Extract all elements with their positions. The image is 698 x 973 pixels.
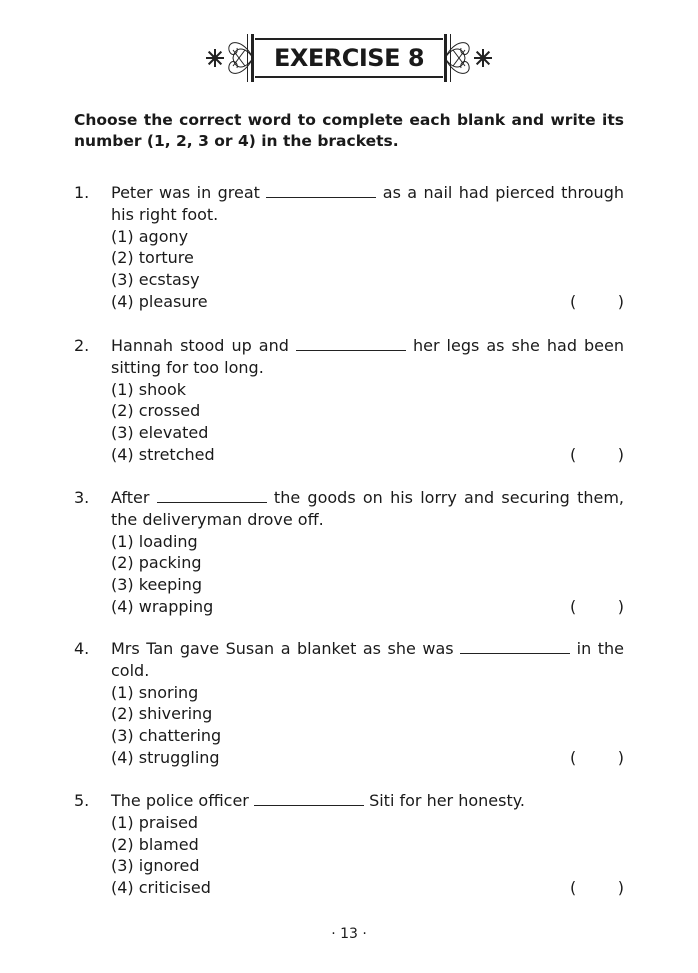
option — [111, 747, 624, 769]
option — [111, 703, 624, 725]
question-5 — [74, 790, 624, 899]
bracket-open: ( — [570, 291, 577, 311]
question-stem — [111, 790, 624, 812]
bracket-open: ( — [570, 878, 577, 898]
page-title: EXERCISE 8 — [273, 44, 425, 72]
bracket-open: ( — [570, 747, 577, 767]
option-label: (2) packing — [111, 553, 202, 573]
question-2 — [74, 335, 624, 466]
answer-brackets[interactable] — [570, 747, 624, 769]
option — [111, 444, 624, 466]
option-label: (3) ecstasy — [111, 270, 200, 290]
option — [111, 574, 624, 596]
exercise-header — [0, 28, 698, 88]
question-4 — [74, 638, 624, 769]
option — [111, 291, 624, 313]
stem-before: Hannah stood up and — [111, 336, 289, 355]
option-label: (2) blamed — [111, 834, 199, 854]
option-label: (2) torture — [111, 248, 194, 268]
question-3 — [74, 487, 624, 618]
option-label: (4) pleasure — [111, 291, 208, 311]
question-1 — [74, 182, 624, 313]
option-label: (1) shook — [111, 379, 187, 399]
question-number: 2. — [74, 336, 90, 355]
answer-blank — [157, 488, 267, 503]
stem-after: her legs as she had been sitting for too long. — [111, 336, 624, 377]
stem-before: Peter was in great — [111, 183, 260, 202]
option-label: (2) crossed — [111, 401, 201, 421]
option-label: (2) shivering — [111, 704, 213, 724]
option — [111, 682, 624, 704]
option-label: (3) ignored — [111, 856, 200, 876]
option-label: (1) loading — [111, 531, 198, 551]
page-number: · 13 · — [331, 926, 367, 942]
bracket-open: ( — [570, 444, 577, 464]
stem-before: Mrs Tan gave Susan a blanket as she was — [111, 639, 454, 658]
answer-blank — [254, 791, 364, 806]
option-label: (3) keeping — [111, 575, 203, 595]
bracket-open: ( — [570, 596, 577, 616]
question-stem — [111, 487, 624, 531]
answer-blank — [460, 639, 570, 654]
option — [111, 855, 624, 877]
stem-after: as a nail had pierced through his right foot. — [111, 183, 624, 224]
option — [111, 379, 624, 401]
stem-before: After — [111, 488, 150, 507]
answer-brackets[interactable] — [570, 596, 624, 618]
stem-after: in the cold. — [111, 639, 624, 680]
question-number: 4. — [74, 639, 90, 658]
option — [111, 269, 624, 291]
option — [111, 812, 624, 834]
stem-after: Siti for her honesty. — [369, 791, 526, 810]
answer-brackets[interactable] — [570, 291, 624, 313]
option-label: (3) chattering — [111, 726, 222, 746]
answer-brackets[interactable] — [570, 444, 624, 466]
option-label: (1) agony — [111, 226, 189, 246]
bracket-close: ) — [617, 878, 624, 898]
answer-brackets[interactable] — [570, 877, 624, 899]
bracket-close: ) — [617, 291, 624, 311]
option-label: (3) elevated — [111, 423, 209, 443]
answer-blank — [266, 183, 376, 198]
question-stem — [111, 335, 624, 379]
bracket-close: ) — [617, 596, 624, 616]
option-label: (4) wrapping — [111, 596, 214, 616]
question-number: 1. — [74, 183, 90, 202]
option-label: (1) praised — [111, 812, 199, 832]
option — [111, 596, 624, 618]
question-stem — [111, 182, 624, 226]
bracket-close: ) — [617, 444, 624, 464]
question-number: 5. — [74, 791, 90, 810]
title-banner — [255, 38, 443, 78]
option — [111, 531, 624, 553]
option — [111, 725, 624, 747]
option-label: (1) snoring — [111, 682, 199, 702]
option — [111, 400, 624, 422]
option — [111, 226, 624, 248]
option-label: (4) struggling — [111, 747, 220, 767]
answer-blank — [296, 336, 406, 351]
option — [111, 247, 624, 269]
option-label: (4) stretched — [111, 444, 215, 464]
instructions: Choose the correct word to complete each blank and write its number (1, 2, 3 or 4) in the brackets. — [74, 111, 624, 150]
option — [111, 877, 624, 899]
question-stem — [111, 638, 624, 682]
option-label: (4) criticised — [111, 878, 211, 898]
option — [111, 422, 624, 444]
option — [111, 552, 624, 574]
question-number: 3. — [74, 488, 90, 507]
ornament-right-icon — [443, 28, 493, 88]
stem-after: the goods on his lorry and securing them, the deliveryman drove off. — [111, 488, 624, 529]
option — [111, 834, 624, 856]
bracket-close: ) — [617, 747, 624, 767]
stem-before: The police officer — [111, 791, 249, 810]
